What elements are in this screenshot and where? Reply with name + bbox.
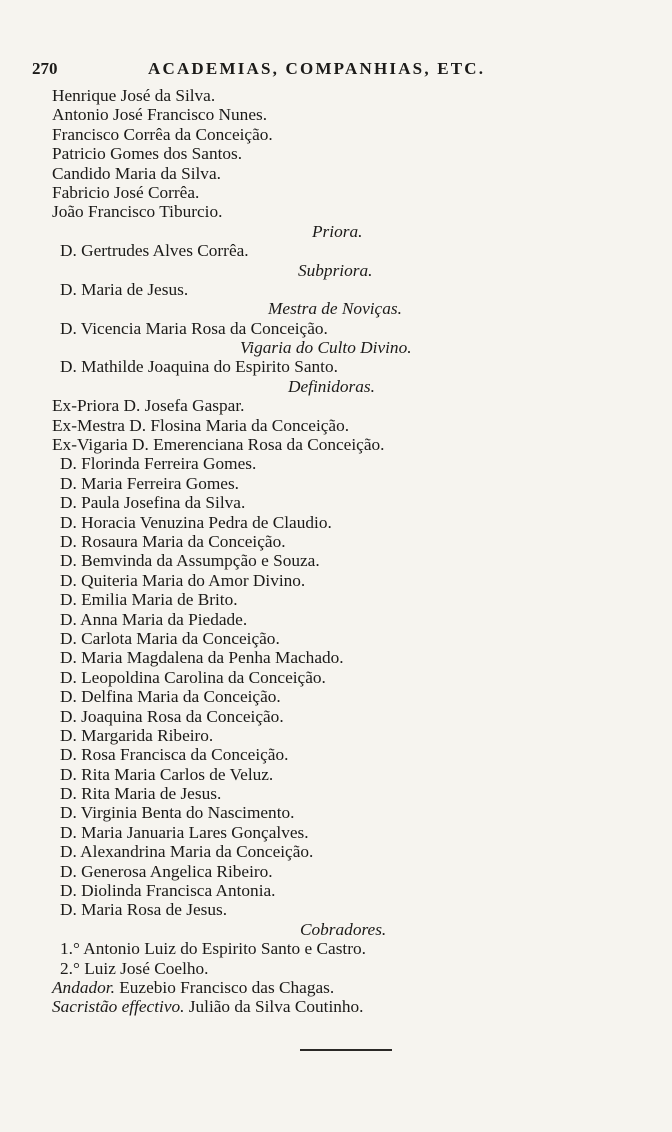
member-name: Antonio José Francisco Nunes. — [52, 105, 268, 125]
member-name: D. Emilia Maria de Brito. — [60, 590, 238, 610]
office-label: Sacristão effectivo. — [52, 997, 185, 1017]
section-heading: Mestra de Noviças. — [268, 299, 402, 319]
member-name: D. Rosaura Maria da Conceição. — [60, 531, 286, 551]
running-head: ACADEMIAS, COMPANHIAS, ETC. — [148, 59, 486, 78]
page-header — [32, 59, 632, 85]
section-heading: Cobradores. — [300, 919, 387, 939]
member-name: 1.° Antonio Luiz do Espirito Santo e Castro. — [60, 939, 366, 959]
member-name: João Francisco Tiburcio. — [52, 202, 223, 222]
closing-rule — [300, 1049, 392, 1051]
member-name: Ex-Vigaria D. Emerenciana Rosa da Conceição. — [52, 435, 385, 455]
office-holder-line — [0, 997, 672, 1016]
member-name: D. Maria Januaria Lares Gonçalves. — [60, 822, 309, 842]
member-name: D. Maria Magdalena da Penha Machado. — [60, 648, 344, 668]
section-heading: Definidoras. — [288, 376, 375, 396]
member-name: D. Mathilde Joaquina do Espirito Santo. — [60, 357, 338, 377]
member-name: D. Vicencia Maria Rosa da Conceição. — [60, 318, 328, 338]
member-name: Fabricio José Corrêa. — [52, 182, 200, 202]
member-name: D. Generosa Angelica Ribeiro. — [60, 861, 273, 881]
member-name: D. Joaquina Rosa da Conceição. — [60, 706, 284, 726]
member-name: D. Florinda Ferreira Gomes. — [60, 454, 257, 474]
member-name: D. Alexandrina Maria da Conceição. — [60, 842, 314, 862]
section-heading: Vigaria do Culto Divino. — [240, 338, 412, 358]
member-name: D. Gertrudes Alves Corrêa. — [60, 241, 249, 261]
office-holder-name: Julião da Silva Coutinho. — [184, 997, 364, 1017]
member-name: Henrique José da Silva. — [52, 86, 216, 105]
page-body — [0, 86, 672, 1017]
member-name: Candido Maria da Silva. — [52, 163, 221, 183]
office-holder-name: Euzebio Francisco das Chagas. — [114, 977, 335, 997]
member-name: D. Horacia Venuzina Pedra de Claudio. — [60, 512, 332, 532]
member-name: D. Diolinda Francisca Antonia. — [60, 881, 276, 901]
member-name: Francisco Corrêa da Conceição. — [52, 124, 273, 144]
office-holder-line — [0, 978, 672, 997]
member-name: D. Maria de Jesus. — [60, 279, 189, 299]
member-name: D. Bemvinda da Assumpção e Souza. — [60, 551, 320, 571]
member-name: D. Rita Maria de Jesus. — [60, 784, 222, 804]
member-name: D. Leopoldina Carolina da Conceição. — [60, 667, 326, 687]
page-number: 270 — [32, 59, 58, 78]
section-heading: Priora. — [312, 221, 363, 241]
member-name: Ex-Mestra D. Flosina Maria da Conceição. — [52, 415, 350, 435]
member-name: D. Rosa Francisca da Conceição. — [60, 745, 289, 765]
member-name: D. Maria Rosa de Jesus. — [60, 900, 228, 920]
office-label: Andador. — [52, 977, 115, 997]
member-name: D. Margarida Ribeiro. — [60, 725, 214, 745]
member-name: D. Delfina Maria da Conceição. — [60, 687, 281, 707]
member-name: D. Paula Josefina da Silva. — [60, 493, 246, 513]
member-name: 2.° Luiz José Coelho. — [60, 958, 209, 978]
member-name: Ex-Priora D. Josefa Gaspar. — [52, 396, 245, 416]
section-heading: Subpriora. — [298, 260, 373, 280]
member-name: D. Anna Maria da Piedade. — [60, 609, 248, 629]
member-name: Patricio Gomes dos Santos. — [52, 144, 243, 164]
member-name: D. Carlota Maria da Conceição. — [60, 628, 280, 648]
member-name: D. Quiteria Maria do Amor Divino. — [60, 570, 306, 590]
member-name: D. Virginia Benta do Nascimento. — [60, 803, 295, 823]
member-name: D. Maria Ferreira Gomes. — [60, 473, 239, 493]
member-name: D. Rita Maria Carlos de Veluz. — [60, 764, 274, 784]
